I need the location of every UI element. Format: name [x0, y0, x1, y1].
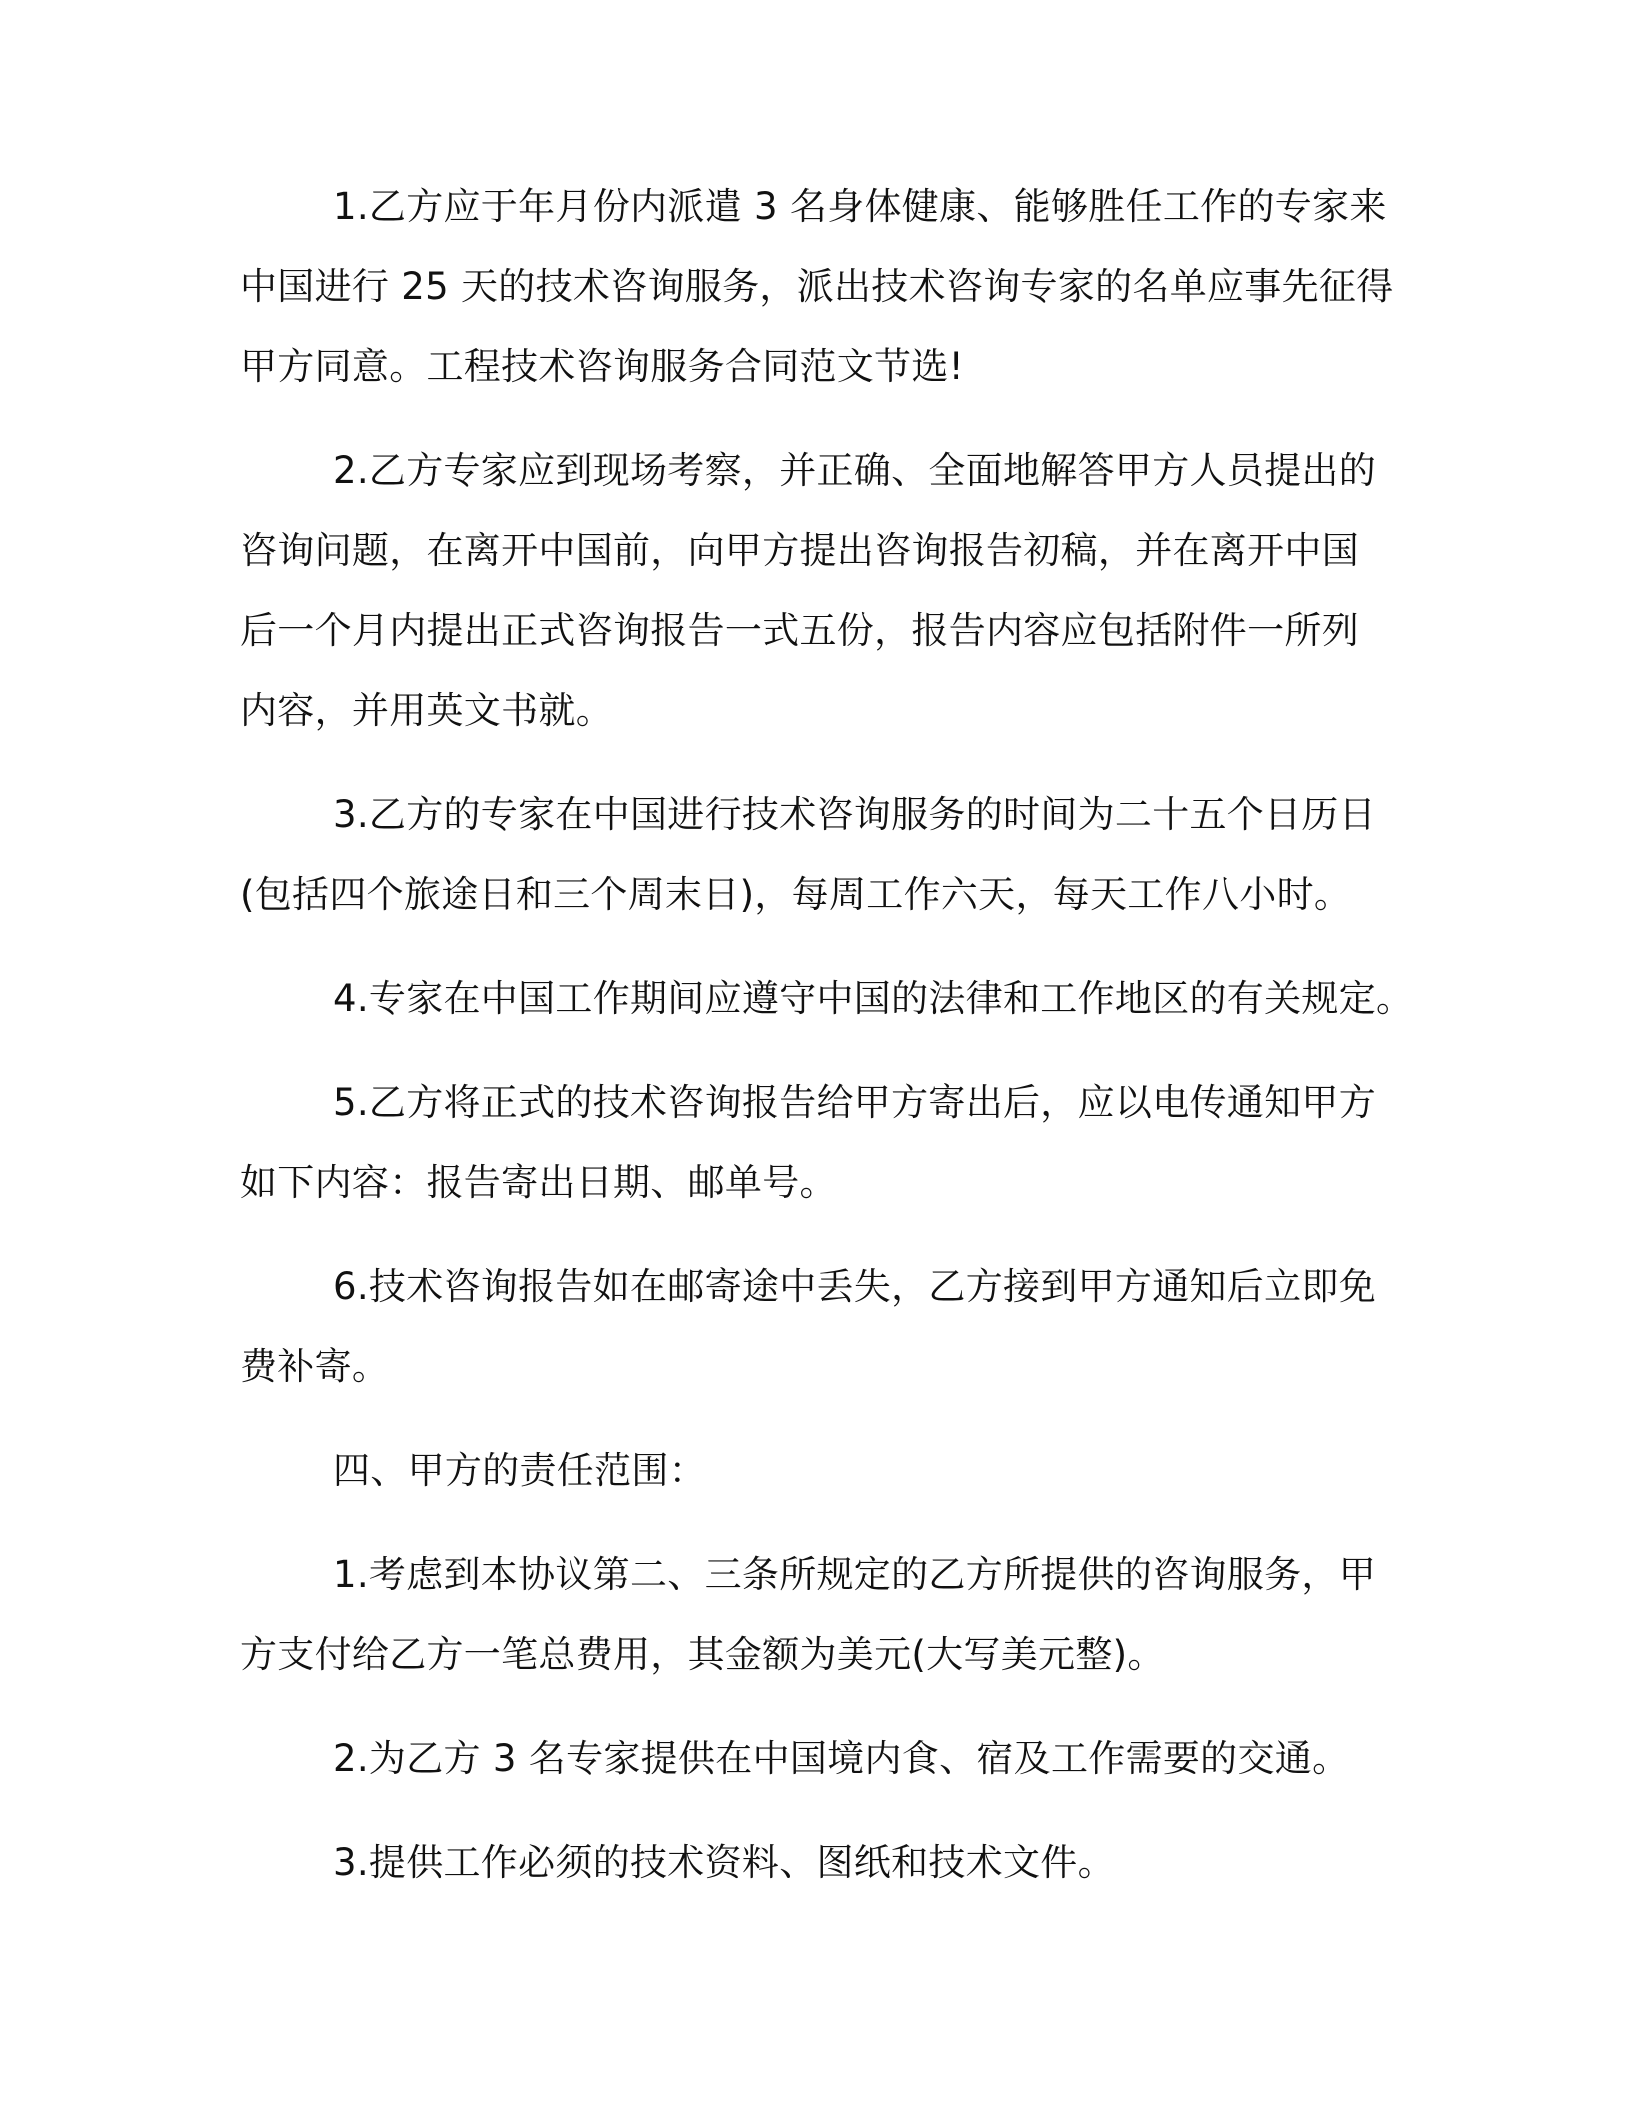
- section-heading-text: 四、甲方的责任范围：: [333, 1449, 706, 1492]
- paragraph-line: 3.乙方的专家在中国进行技术咨询服务的时间为二十五个日历日: [333, 793, 1376, 836]
- paragraph-line: 5.乙方将正式的技术咨询报告给甲方寄出后，应以电传通知甲方: [333, 1081, 1376, 1124]
- paragraph-line: 费补寄。: [240, 1345, 390, 1388]
- paragraph-line: 后一个月内提出正式咨询报告一式五份，报告内容应包括附件一所列: [240, 609, 1359, 652]
- paragraph-line: 2.乙方专家应到现场考察，并正确、全面地解答甲方人员提出的: [333, 449, 1376, 492]
- paragraph-line: 1.乙方应于年月份内派遣 3 名身体健康、能够胜任工作的专家来: [333, 185, 1387, 228]
- paragraph-2: [240, 449, 1400, 732]
- paragraph-line: 甲方同意。工程技术咨询服务合同范文节选!: [240, 345, 964, 388]
- paragraph-3: [240, 793, 1400, 916]
- paragraph-line: 4.专家在中国工作期间应遵守中国的法律和工作地区的有关规定。: [333, 977, 1414, 1020]
- paragraph-line: 中国进行 25 天的技术咨询服务，派出技术咨询专家的名单应事先征得: [240, 265, 1394, 308]
- paragraph-8: [240, 1553, 1400, 1676]
- paragraph-line: 3.提供工作必须的技术资料、图纸和技术文件。: [333, 1841, 1115, 1884]
- paragraph-line: 咨询问题，在离开中国前，向甲方提出咨询报告初稿，并在离开中国: [240, 529, 1359, 572]
- paragraph-line: (包括四个旅途日和三个周末日)，每周工作六天，每天工作八小时。: [240, 873, 1352, 916]
- paragraph-5: [240, 1081, 1400, 1204]
- paragraph-10: [240, 1841, 1400, 1884]
- paragraph-4: [240, 977, 1414, 1020]
- paragraph-9: [240, 1737, 1400, 1780]
- paragraph-line: 内容，并用英文书就。: [240, 689, 613, 732]
- paragraph-line: 1.考虑到本协议第二、三条所规定的乙方所提供的咨询服务，甲: [333, 1553, 1376, 1596]
- paragraph-line: 如下内容：报告寄出日期、邮单号。: [240, 1161, 837, 1204]
- paragraph-line: 方支付给乙方一笔总费用，其金额为美元(大写美元整)。: [240, 1633, 1165, 1676]
- paragraph-6: [240, 1265, 1400, 1388]
- section-heading: [240, 1449, 1400, 1492]
- paragraph-1: [240, 185, 1400, 388]
- document-body: [240, 185, 1414, 1884]
- paragraph-line: 6.技术咨询报告如在邮寄途中丢失，乙方接到甲方通知后立即免: [333, 1265, 1376, 1308]
- paragraph-line: 2.为乙方 3 名专家提供在中国境内食、宿及工作需要的交通。: [333, 1737, 1350, 1780]
